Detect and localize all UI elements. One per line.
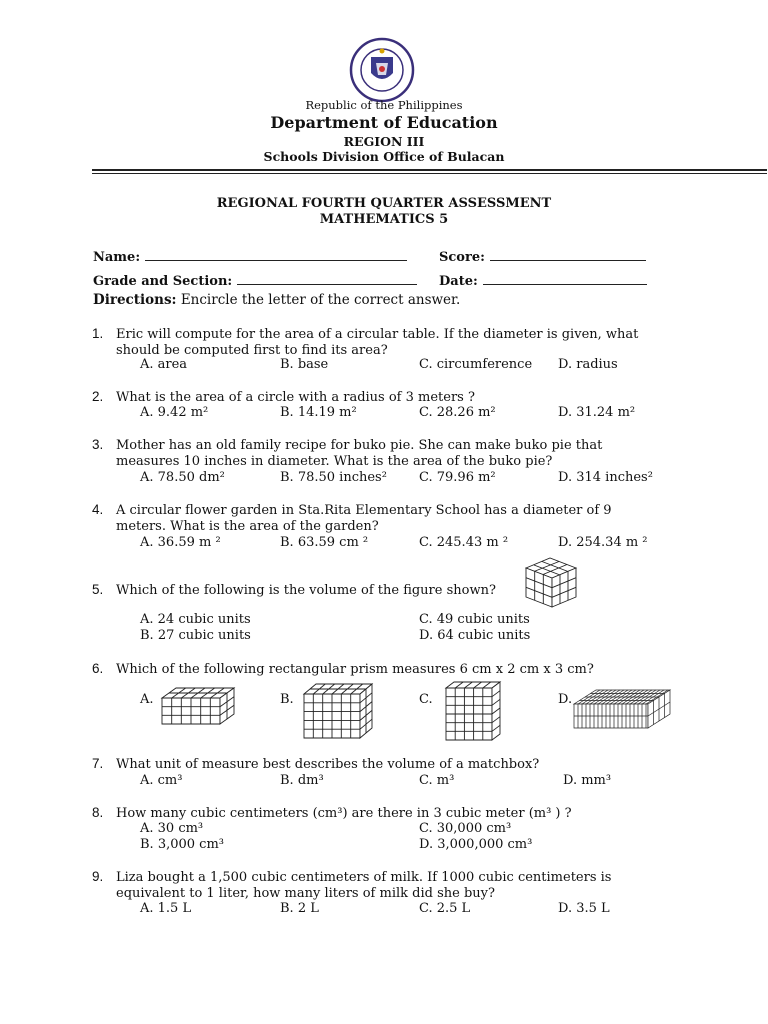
region-line: REGION III xyxy=(343,134,425,149)
date-field[interactable] xyxy=(439,270,647,289)
name-label: Name: xyxy=(93,250,141,265)
question-text: What unit of measure best describes the volume of a matchbox? xyxy=(116,757,540,772)
option-d[interactable]: D. radius xyxy=(558,357,618,372)
directions xyxy=(93,292,460,308)
question-number: 4. xyxy=(92,502,104,517)
grade-section-input-line[interactable] xyxy=(237,272,417,285)
grade-section-field[interactable] xyxy=(93,270,417,289)
directions-text: Encircle the letter of the correct answer. xyxy=(176,292,461,308)
option-c[interactable]: C. 79.96 m² xyxy=(419,470,496,485)
option-d[interactable]: D. xyxy=(558,692,573,707)
option-a[interactable]: A. 9.42 m² xyxy=(140,405,209,420)
prism-a-icon[interactable] xyxy=(160,684,236,726)
option-c[interactable]: C. 30,000 cm³ xyxy=(419,821,512,836)
option-a[interactable]: A. 78.50 dm² xyxy=(140,470,225,485)
question-number: 7. xyxy=(92,756,104,771)
option-b[interactable]: B. 3,000 cm³ xyxy=(140,837,224,852)
option-b[interactable]: B. 27 cubic units xyxy=(140,628,251,643)
question-text: How many cubic centimeters (cm³) are there in 3 cubic meter (m³ ) ? xyxy=(116,806,572,821)
question-number: 8. xyxy=(92,805,104,820)
option-d[interactable]: D. 3.5 L xyxy=(558,901,610,916)
score-field[interactable] xyxy=(439,246,646,265)
question-number: 9. xyxy=(92,869,104,884)
question-text: What is the area of a circle with a radius of 3 meters ? xyxy=(116,390,475,405)
date-input-line[interactable] xyxy=(483,272,647,285)
question-text: Eric will compute for the area of a circular table. If the diameter is given, what should be computed first to find its area? xyxy=(116,327,639,358)
question-text: Liza bought a 1,500 cubic centimeters of milk. If 1000 cubic centimeters is equivalent to 1 liter, how many liters of milk did she buy? xyxy=(116,870,612,901)
option-d[interactable]: D. 314 inches² xyxy=(558,470,653,485)
question-text: Which of the following is the volume of the figure shown? xyxy=(116,583,496,598)
cube-figure-icon xyxy=(524,555,578,609)
question-text: Which of the following rectangular prism measures 6 cm x 2 cm x 3 cm? xyxy=(116,662,594,677)
deped-seal-icon xyxy=(349,37,415,103)
option-b[interactable]: B. 63.59 cm ² xyxy=(280,535,369,550)
question-text: Mother has an old family recipe for buko pie. She can make buko pie that measures 10 inches in diameter. What is the area of the buko pie? xyxy=(116,438,603,469)
score-input-line[interactable] xyxy=(490,248,646,261)
department-name: Department of Education xyxy=(270,113,498,132)
option-a[interactable]: A. cm³ xyxy=(140,773,183,788)
option-a[interactable]: A. 30 cm³ xyxy=(140,821,204,836)
prism-c-icon[interactable] xyxy=(444,680,502,742)
option-c[interactable]: C. 49 cubic units xyxy=(419,612,530,627)
option-a[interactable]: A. 24 cubic units xyxy=(140,612,251,627)
subject-title: MATHEMATICS 5 xyxy=(319,212,449,227)
option-d[interactable]: D. 254.34 m ² xyxy=(558,535,648,550)
question-text: A circular flower garden in Sta.Rita Elementary School has a diameter of 9 meters. What is the area of the garden? xyxy=(116,503,612,534)
division-line: Schools Division Office of Bulacan xyxy=(263,149,505,164)
option-b[interactable]: B. dm³ xyxy=(280,773,324,788)
grade-section-label: Grade and Section: xyxy=(93,274,233,289)
option-b[interactable]: B. 2 L xyxy=(280,901,319,916)
header-divider-thin xyxy=(92,173,767,174)
option-a[interactable]: A. 36.59 m ² xyxy=(140,535,221,550)
option-d[interactable]: D. 3,000,000 cm³ xyxy=(419,837,533,852)
option-b[interactable]: B. 78.50 inches² xyxy=(280,470,387,485)
prism-b-icon[interactable] xyxy=(302,682,374,740)
score-label: Score: xyxy=(439,250,485,265)
option-c[interactable]: C. 28.26 m² xyxy=(419,405,496,420)
option-a[interactable]: A. area xyxy=(140,357,188,372)
republic-line: Republic of the Philippines xyxy=(305,98,463,112)
option-d[interactable]: D. 64 cubic units xyxy=(419,628,531,643)
option-b[interactable]: B. base xyxy=(280,357,329,372)
question-number: 2. xyxy=(92,389,104,404)
assessment-title: REGIONAL FOURTH QUARTER ASSESSMENT xyxy=(216,196,552,211)
name-input-line[interactable] xyxy=(145,248,407,261)
option-c[interactable]: C. xyxy=(419,692,433,707)
option-b[interactable]: B. xyxy=(280,692,294,707)
question-number: 6. xyxy=(92,661,104,676)
name-field[interactable] xyxy=(93,246,407,265)
option-a[interactable]: A. 1.5 L xyxy=(140,901,192,916)
option-d[interactable]: D. 31.24 m² xyxy=(558,405,636,420)
option-b[interactable]: B. 14.19 m² xyxy=(280,405,357,420)
prism-d-icon[interactable] xyxy=(572,688,672,730)
option-c[interactable]: C. m³ xyxy=(419,773,455,788)
option-d[interactable]: D. mm³ xyxy=(563,773,612,788)
option-c[interactable]: C. 245.43 m ² xyxy=(419,535,509,550)
question-number: 1. xyxy=(92,326,104,341)
question-number: 3. xyxy=(92,437,104,452)
option-a[interactable]: A. xyxy=(140,692,154,707)
option-c[interactable]: C. 2.5 L xyxy=(419,901,471,916)
date-label: Date: xyxy=(439,274,478,289)
question-number: 5. xyxy=(92,582,104,597)
directions-label: Directions: xyxy=(93,292,177,308)
option-c[interactable]: C. circumference xyxy=(419,357,533,372)
header-divider xyxy=(92,169,767,171)
